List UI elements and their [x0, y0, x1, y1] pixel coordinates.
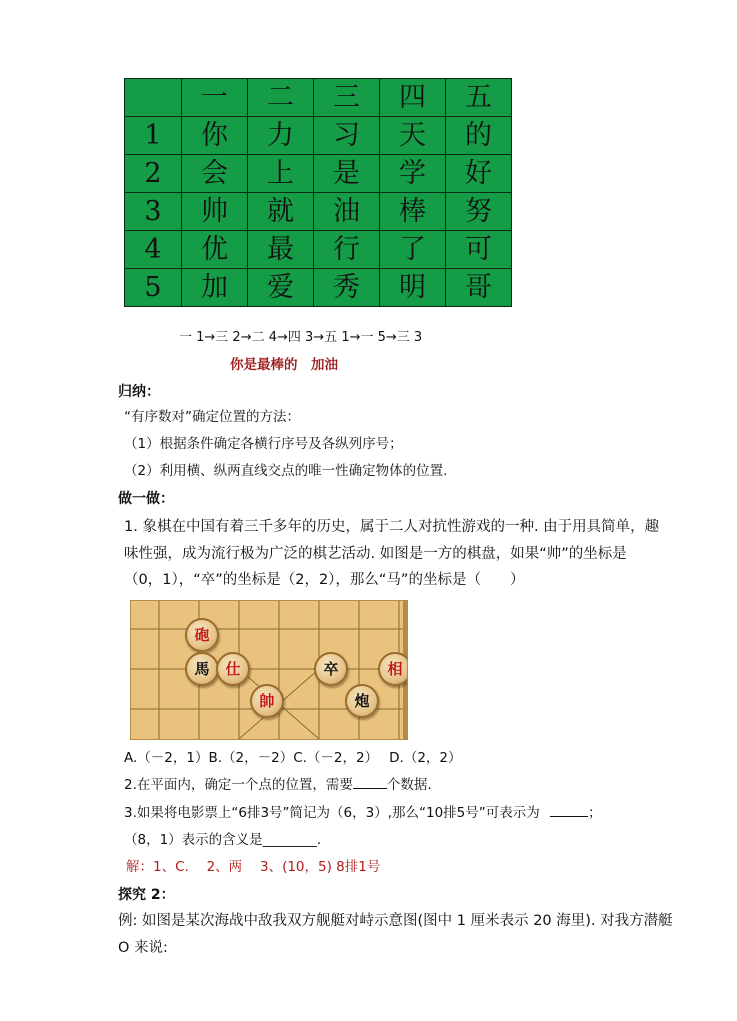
grid-header-row — [125, 79, 512, 117]
grid-cell: 天 — [380, 117, 446, 155]
grid-col-header: 五 — [446, 79, 512, 117]
grid-cell: 最 — [248, 231, 314, 269]
question-2-text: 2.在平面内，确定一个点的位置，需要 — [124, 777, 353, 793]
grid-row — [125, 269, 512, 307]
summary-intro: “有序数对”确定位置的方法： — [124, 409, 300, 425]
zu-piece: 卒 — [314, 652, 348, 686]
explore-line-2: O 来说: — [118, 940, 168, 956]
grid-cell: 的 — [446, 117, 512, 155]
grid-cell: 秀 — [314, 269, 380, 307]
explore-line-1: 例: 如图是某次海战中敌我双方舰艇对峙示意图(图中 1 厘米表示 20 海里). 对我方潜艇 — [118, 913, 673, 929]
letter-grid — [124, 78, 512, 307]
grid-cell: 是 — [314, 155, 380, 193]
question-3-text: 3.如果将电影票上“6排3号”简记为（6，3）,那么“10排5号”可表示为 — [124, 805, 540, 821]
grid-corner-cell — [125, 79, 182, 117]
question-1-line-3: （0，1），“卒”的坐标是（2，2），那么“马”的坐标是（ ） — [124, 572, 525, 588]
shi-piece: 仕 — [216, 652, 250, 686]
practice-heading: 做一做： — [118, 491, 174, 507]
summary-heading: 归纳： — [118, 384, 160, 400]
grid-cell: 努 — [446, 193, 512, 231]
grid-cell: 上 — [248, 155, 314, 193]
ma-piece: 馬 — [185, 652, 219, 686]
summary-point-2: （2）利用横、纵两直线交点的唯一性确定物体的位置. — [124, 463, 448, 479]
grid-row-label: 2 — [125, 155, 182, 193]
grid-cell: 力 — [248, 117, 314, 155]
grid-cell: 明 — [380, 269, 446, 307]
answer-blank — [353, 788, 387, 789]
grid-col-header: 四 — [380, 79, 446, 117]
answer-blank — [550, 816, 588, 817]
grid-row-label: 1 — [125, 117, 182, 155]
question-3-end: ； — [588, 805, 602, 821]
question-3-blank: ________. — [262, 832, 321, 848]
question-1-options: A.（－2，1）B.（2，－2）C.（－2，2） D.（2，2） — [124, 750, 462, 766]
question-3-line-2 — [124, 830, 321, 850]
grid-cell: 爱 — [248, 269, 314, 307]
question-2 — [124, 775, 432, 795]
shuai-piece: 帥 — [250, 684, 284, 718]
grid-col-header: 三 — [314, 79, 380, 117]
grid-cell: 棒 — [380, 193, 446, 231]
grid-cell: 哥 — [446, 269, 512, 307]
grid-cell: 了 — [380, 231, 446, 269]
explore-heading: 探究 2： — [118, 887, 175, 903]
solution: 解：1、C. 2、两 3、(10，5) 8排1号 — [126, 859, 381, 875]
question-3-text-2: （8，1）表示的含义是 — [124, 832, 263, 848]
grid-cell: 会 — [182, 155, 248, 193]
grid-cell: 可 — [446, 231, 512, 269]
pao-piece: 砲 — [185, 618, 219, 652]
grid-cell: 习 — [314, 117, 380, 155]
pao2-piece: 炮 — [345, 684, 379, 718]
grid-row — [125, 231, 512, 269]
grid-cell: 行 — [314, 231, 380, 269]
grid-row-label: 4 — [125, 231, 182, 269]
grid-cell: 帅 — [182, 193, 248, 231]
grid-row-label: 5 — [125, 269, 182, 307]
coordinate-sequence: 一 1→三 2→二 4→四 3→五 1→一 5→三 3 — [179, 330, 423, 345]
question-3-line-1 — [124, 803, 602, 823]
grid-row-label: 3 — [125, 193, 182, 231]
grid-cell: 优 — [182, 231, 248, 269]
grid-col-header: 一 — [182, 79, 248, 117]
question-2-text-end: 个数据. — [386, 777, 432, 793]
grid-cell: 油 — [314, 193, 380, 231]
grid-row — [125, 117, 512, 155]
question-1-line-1: 1. 象棋在中国有着三千多年的历史，属于二人对抗性游戏的一种. 由于用具简单，趣 — [124, 519, 660, 535]
grid-row — [125, 193, 512, 231]
chess-board-figure — [130, 600, 408, 740]
grid-cell: 你 — [182, 117, 248, 155]
xiang-piece: 相 — [378, 652, 408, 686]
grid-cell: 好 — [446, 155, 512, 193]
question-1-line-2: 味性强，成为流行极为广泛的棋艺活动. 如图是一方的棋盘，如果“帅”的坐标是 — [124, 546, 627, 562]
decoded-answer: 你是最棒的 加油 — [230, 357, 338, 373]
grid-row — [125, 155, 512, 193]
grid-cell: 加 — [182, 269, 248, 307]
summary-point-1: （1）根据条件确定各横行序号及各纵列序号； — [124, 436, 403, 452]
grid-cell: 就 — [248, 193, 314, 231]
board-grid-lines — [131, 601, 407, 739]
grid-cell: 学 — [380, 155, 446, 193]
grid-col-header: 二 — [248, 79, 314, 117]
